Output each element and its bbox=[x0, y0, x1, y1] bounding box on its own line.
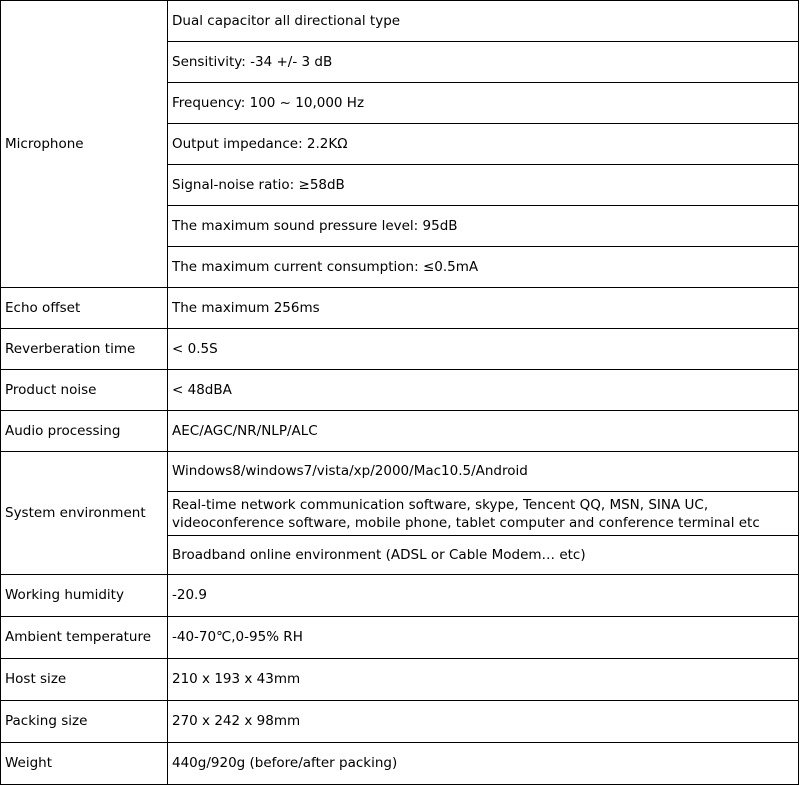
spec-value: The maximum sound pressure level: 95dB bbox=[168, 206, 799, 247]
spec-label-microphone: Microphone bbox=[1, 1, 168, 288]
spec-value: AEC/AGC/NR/NLP/ALC bbox=[168, 411, 799, 452]
spec-row-packing-size bbox=[1, 701, 799, 743]
spec-label: Weight bbox=[1, 743, 168, 785]
spec-value: 440g/920g (before/after packing) bbox=[168, 743, 799, 785]
spec-value: Windows8/windows7/vista/xp/2000/Mac10.5/Android bbox=[168, 452, 799, 492]
spec-label: Product noise bbox=[1, 370, 168, 411]
spec-label: Reverberation time bbox=[1, 329, 168, 370]
spec-row-product-noise bbox=[1, 370, 799, 411]
spec-value: Sensitivity: -34 +/- 3 dB bbox=[168, 42, 799, 83]
spec-value: Real-time network communication software, skype, Tencent QQ, MSN, SINA UC, videoconference software, mobile phone, tablet computer and conference terminal etc bbox=[168, 492, 799, 536]
spec-value: < 0.5S bbox=[168, 329, 799, 370]
spec-value: 210 x 193 x 43mm bbox=[168, 659, 799, 701]
spec-value: Frequency: 100 ~ 10,000 Hz bbox=[168, 83, 799, 124]
spec-row-weight bbox=[1, 743, 799, 785]
spec-label: Echo offset bbox=[1, 288, 168, 329]
spec-row-reverberation-time bbox=[1, 329, 799, 370]
spec-row-ambient-temperature bbox=[1, 617, 799, 659]
spec-row-microphone bbox=[1, 1, 799, 42]
spec-value: Output impedance: 2.2KΩ bbox=[168, 124, 799, 165]
spec-label-system-environment: System environment bbox=[1, 452, 168, 575]
spec-label: Packing size bbox=[1, 701, 168, 743]
spec-value: The maximum current consumption: ≤0.5mA bbox=[168, 247, 799, 288]
spec-value: -20.9 bbox=[168, 575, 799, 617]
spec-value: Dual capacitor all directional type bbox=[168, 1, 799, 42]
spec-label: Audio processing bbox=[1, 411, 168, 452]
spec-value: < 48dBA bbox=[168, 370, 799, 411]
spec-value: The maximum 256ms bbox=[168, 288, 799, 329]
spec-row-working-humidity bbox=[1, 575, 799, 617]
spec-label: Working humidity bbox=[1, 575, 168, 617]
spec-row-host-size bbox=[1, 659, 799, 701]
spec-value: 270 x 242 x 98mm bbox=[168, 701, 799, 743]
spec-row-audio-processing bbox=[1, 411, 799, 452]
spec-value: Broadband online environment (ADSL or Cable Modem… etc) bbox=[168, 536, 799, 575]
spec-value: -40-70℃,0-95% RH bbox=[168, 617, 799, 659]
spec-label: Host size bbox=[1, 659, 168, 701]
spec-row-echo-offset bbox=[1, 288, 799, 329]
spec-row-system-environment bbox=[1, 452, 799, 492]
spec-label: Ambient temperature bbox=[1, 617, 168, 659]
spec-value: Signal-noise ratio: ≥58dB bbox=[168, 165, 799, 206]
